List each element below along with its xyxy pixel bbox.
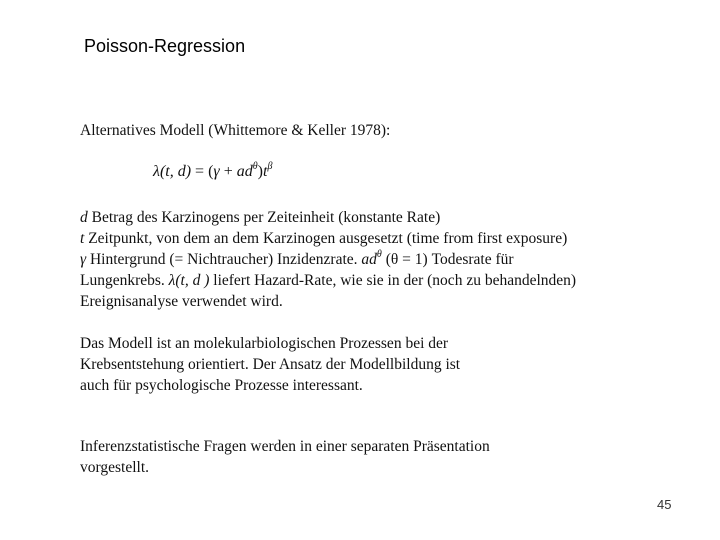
definition-theta-cond: (θ = 1) [381,251,428,268]
definition-gamma [80,249,576,270]
definition-line4-b: liefert Hazard-Rate, wie sie in der (noch zu behandelnden) [209,272,577,289]
definition-event-analysis: Ereignisanalyse verwendet wird. [80,293,283,310]
paragraph-inference-line: Inferenzstatistische Fragen werden in einer separaten Präsentation [80,438,490,455]
definition-line4-a: Lungenkrebs. [80,272,169,289]
definition-gamma-symbol: γ [80,251,87,268]
model-intro [80,120,390,141]
definition-d-symbol: d [80,209,88,226]
slide-title: Poisson-Regression [84,36,246,56]
definition-d [80,207,576,228]
definition-t [80,228,576,249]
formula-t: t [263,163,268,180]
definition-t-text: Zeitpunkt, von dem an dem Karzinogen ausgesetzt (time from first exposure) [84,230,568,247]
formula-a: a [236,163,245,180]
definition-d-text: Betrag des Karzinogens per Zeiteinheit (konstante Rate) [87,209,441,226]
definition-gamma-text-2: Todesrate für [427,251,514,268]
paragraph-model [80,333,460,396]
formula-close: ) [257,163,263,180]
formula-gamma: γ [213,163,220,180]
definition-lung-cancer [80,270,576,291]
model-formula [153,163,272,181]
formula-equals: = ( [191,163,214,180]
model-intro-text: Alternatives Modell (Whittemore & Keller 1978): [80,122,391,139]
definition-t-symbol: t [80,230,85,247]
page-number: 45 [657,497,672,512]
paragraph-inference [80,436,490,478]
paragraph-model-line: auch für psychologische Prozesse interessant. [80,377,363,394]
formula-d: d [244,163,253,180]
paragraph-inference-line: vorgestellt. [80,459,150,476]
paragraph-model-line: Krebsentstehung orientiert. Der Ansatz der Modellbildung ist [80,356,461,373]
formula-plus: + [219,163,237,180]
definition-ad: ad [361,251,377,268]
definition-gamma-text-1: Hintergrund (= Nichtraucher) Inzidenzrate. [86,251,362,268]
definition-theta-sup: θ [376,249,382,260]
definition-lambda-td: λ(t, d ) [168,272,210,289]
formula-args: (t, d) [159,163,192,180]
formula-beta-exponent: β [267,161,273,172]
paragraph-model-line: Das Modell ist an molekularbiologischen Prozessen bei der [80,335,449,352]
definitions-block [80,207,576,312]
formula-lambda: λ [153,163,160,180]
formula-theta-exponent: θ [252,161,258,172]
